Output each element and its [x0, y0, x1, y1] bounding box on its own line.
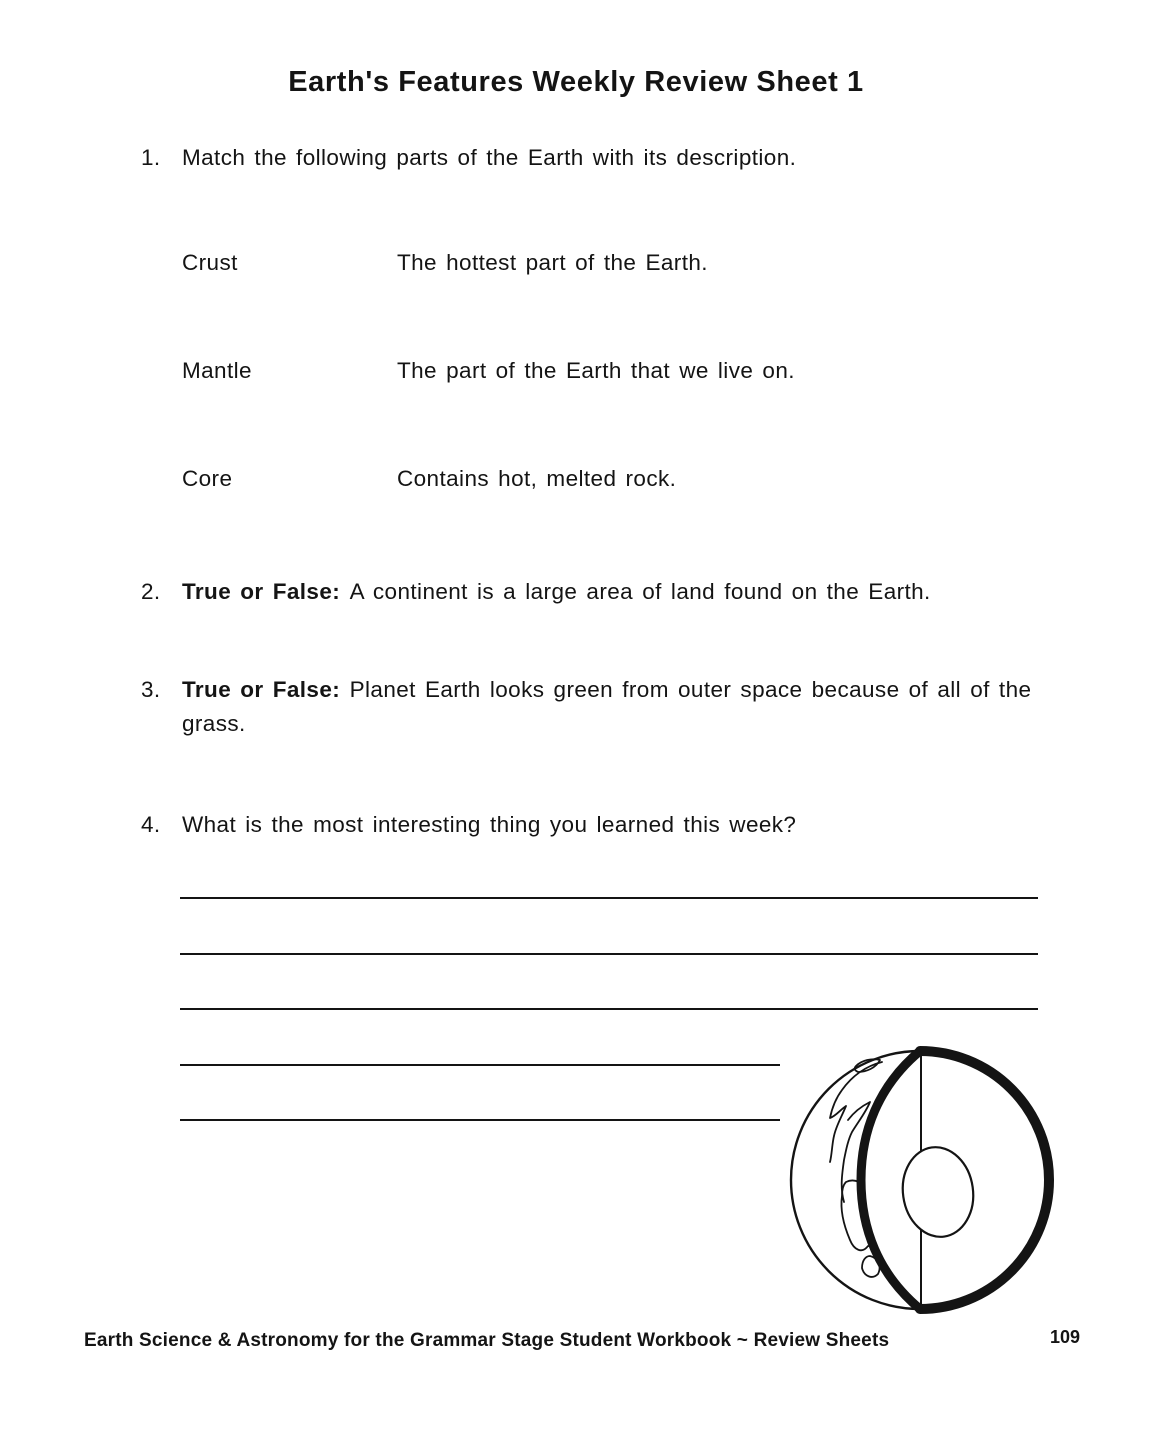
question-2-number: 2.: [141, 579, 161, 604]
earth-cross-section-illustration: [782, 1032, 1062, 1324]
footer-text: Earth Science & Astronomy for the Grammar Stage Student Workbook ~ Review Sheets: [84, 1330, 890, 1351]
match-description-2: The part of the Earth that we live on.: [397, 358, 795, 383]
answer-line: [180, 1008, 1038, 1010]
match-term-crust: Crust: [182, 250, 238, 275]
match-description-3: Contains hot, melted rock.: [397, 466, 677, 491]
page-number: 109: [1050, 1327, 1081, 1347]
match-description-1: The hottest part of the Earth.: [397, 250, 708, 275]
page-title: Earth's Features Weekly Review Sheet 1: [288, 66, 864, 98]
answer-line: [180, 1119, 780, 1121]
match-term-mantle: Mantle: [182, 358, 252, 383]
question-3: [141, 673, 1047, 741]
match-row-core: [182, 466, 676, 492]
answer-line: [180, 897, 1038, 899]
question-1-number: 1.: [141, 145, 161, 170]
true-or-false-label: True or False:: [182, 579, 341, 604]
question-3-number: 3.: [141, 677, 161, 702]
question-1-text: Match the following parts of the Earth with its description.: [182, 145, 797, 170]
question-4: [141, 808, 796, 842]
answer-line: [180, 953, 1038, 955]
question-4-number: 4.: [141, 812, 161, 837]
question-4-text: What is the most interesting thing you learned this week?: [182, 812, 797, 837]
question-2-text: [182, 575, 931, 609]
question-1: [141, 141, 796, 175]
true-or-false-label: True or False:: [182, 677, 341, 702]
match-row-crust: [182, 250, 708, 276]
question-2-statement: A continent is a large area of land found on the Earth.: [349, 579, 931, 604]
question-2: [141, 575, 931, 609]
match-term-core: Core: [182, 466, 233, 491]
question-3-text: [182, 673, 1047, 741]
answer-line: [180, 1064, 780, 1066]
match-row-mantle: [182, 358, 795, 384]
question-3-statement: Planet Earth looks green from outer space because of all of the grass.: [182, 677, 1032, 736]
